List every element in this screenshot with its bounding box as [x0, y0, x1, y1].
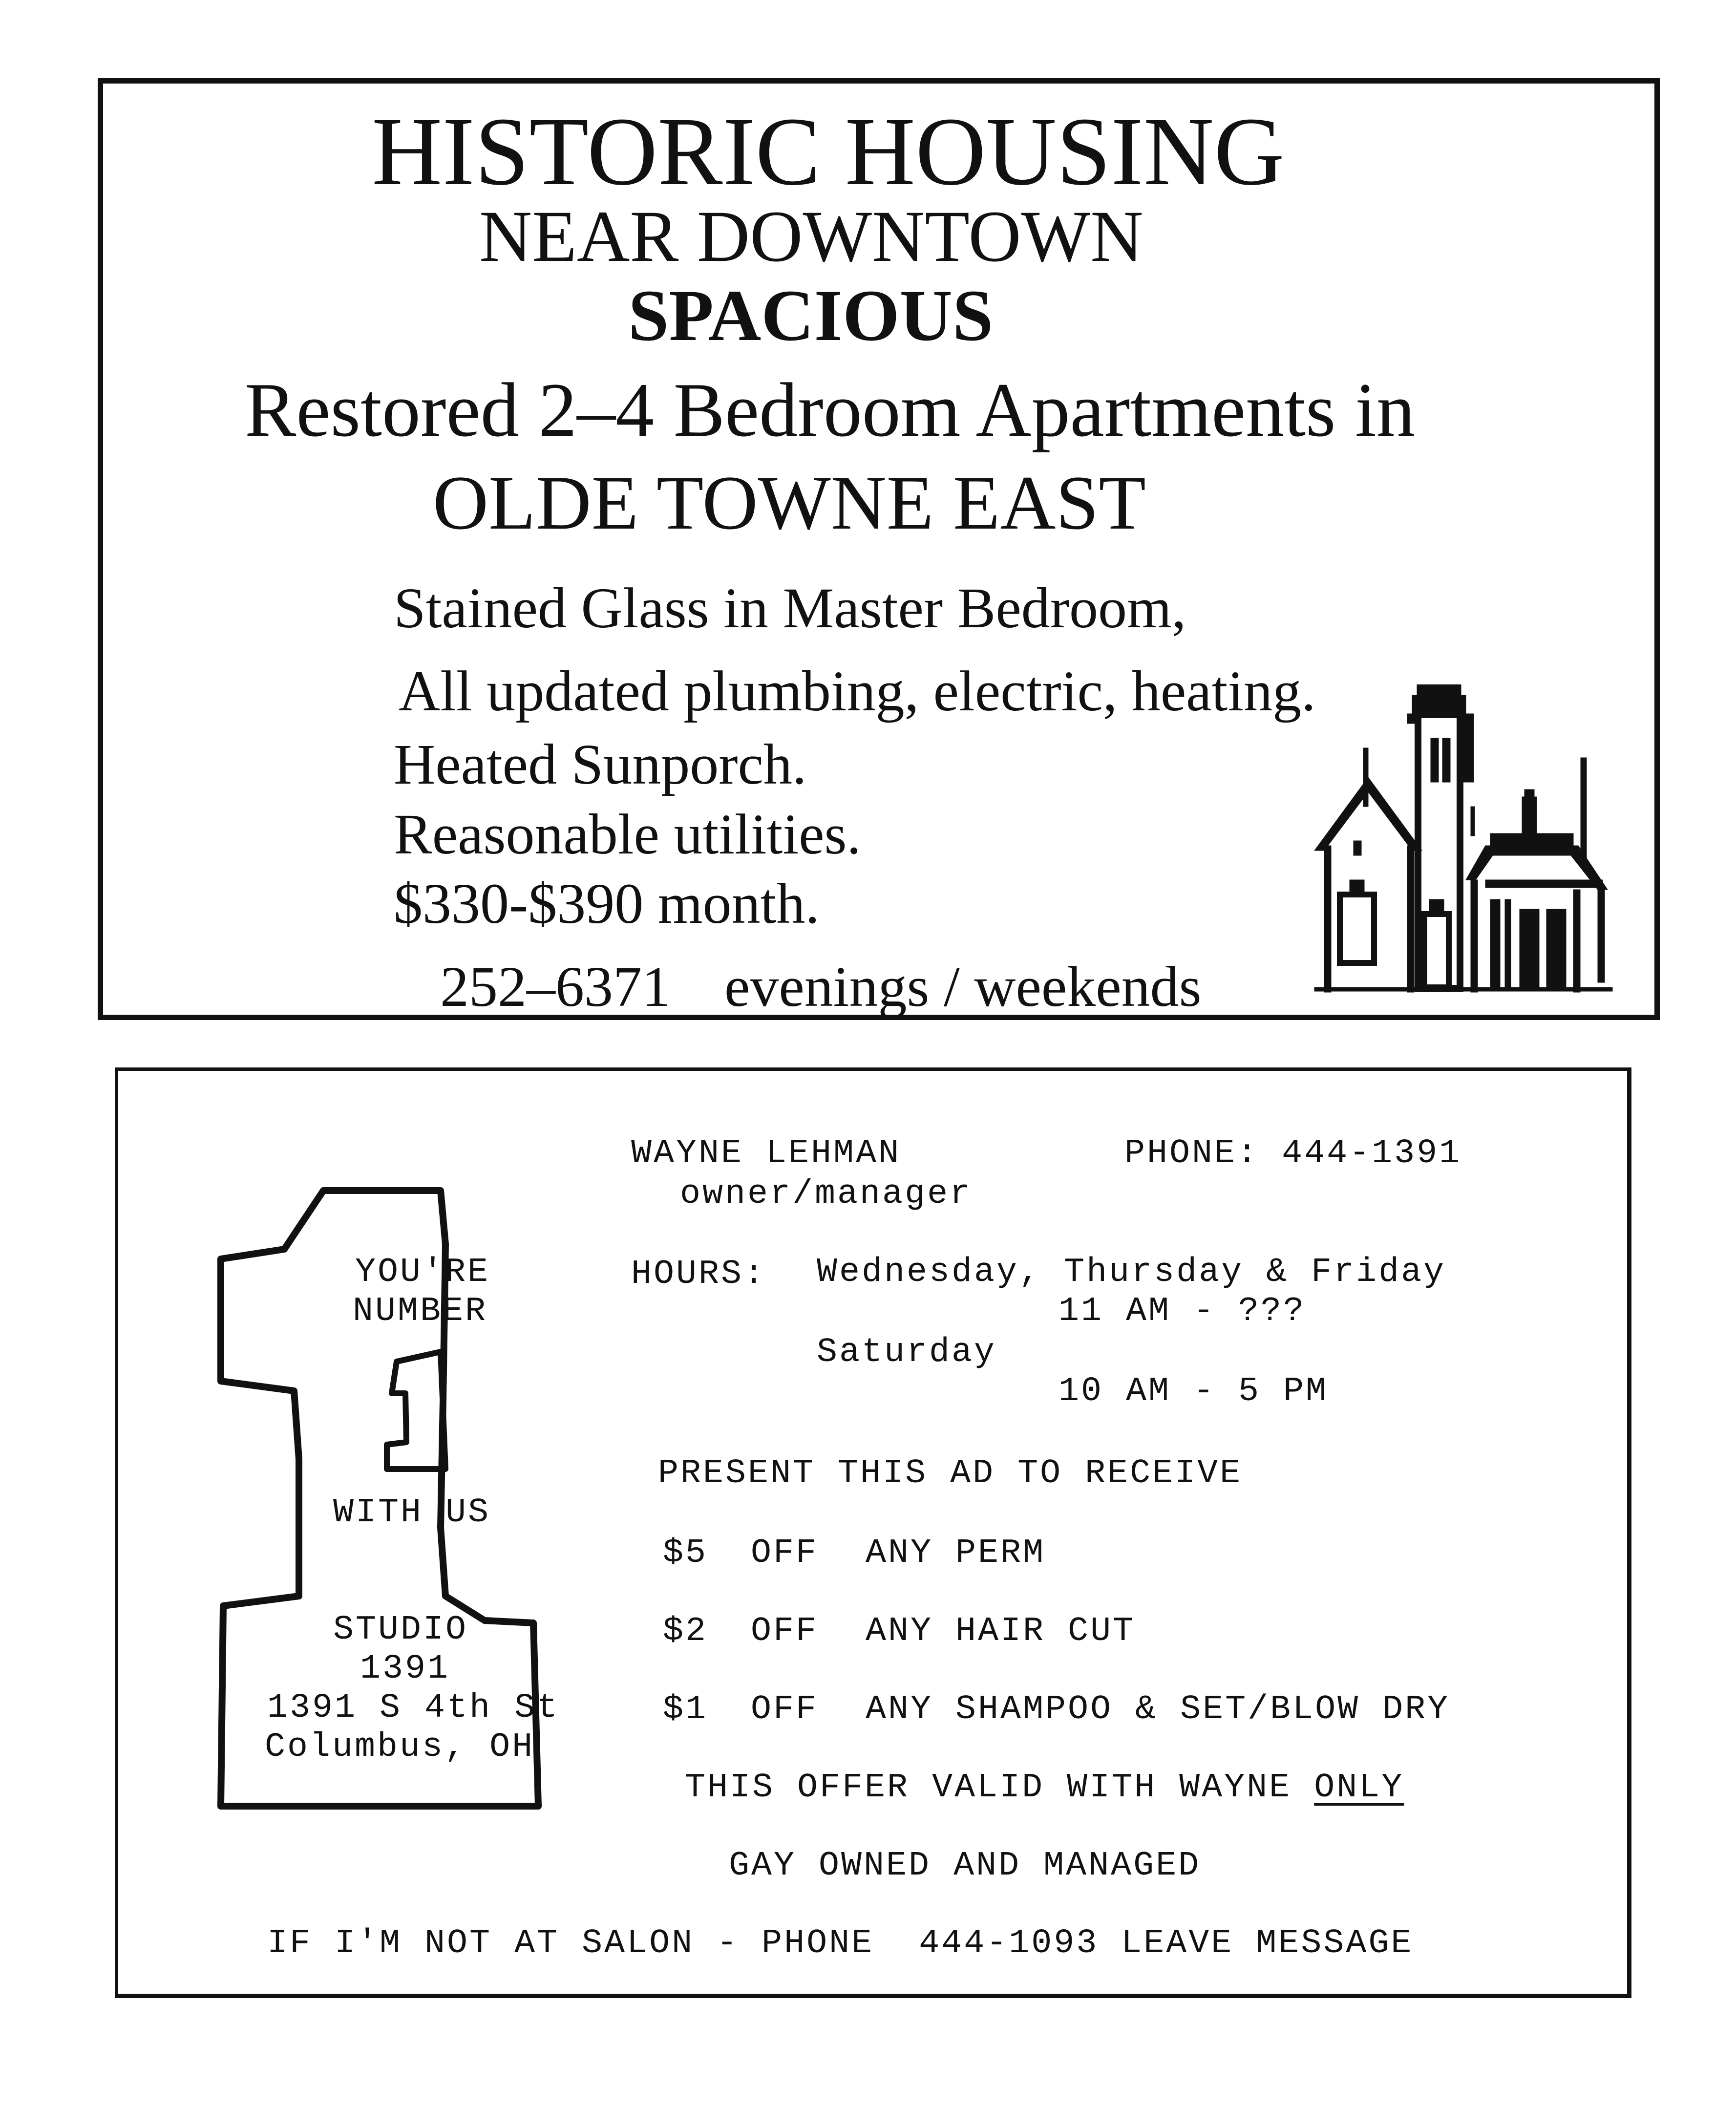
housing-feature: Reasonable utilities.: [394, 802, 861, 866]
offer-item: ANY PERM: [866, 1534, 1046, 1573]
housing-feature: All updated plumbing, electric, heating.: [399, 659, 1316, 723]
housing-phone: 252–6371: [440, 955, 671, 1019]
logo-line3: WITH US: [333, 1493, 491, 1532]
housing-ad: [98, 78, 1660, 1020]
logo-line1: YOU'RE: [355, 1253, 490, 1292]
footer-message: IF I'M NOT AT SALON - PHONE 444-1093 LEAVE MESSAGE: [267, 1924, 1414, 1963]
hours-time-weekday: 11 AM - ???: [1059, 1292, 1306, 1331]
salon-address-city: Columbus, OH: [265, 1728, 535, 1767]
offer-off: OFF: [751, 1534, 819, 1573]
validity-emphasis: ONLY: [1314, 1769, 1404, 1807]
owner-name: WAYNE LEHMAN: [631, 1134, 901, 1173]
hours-time-saturday: 10 AM - 5 PM: [1059, 1372, 1329, 1411]
housing-feature: Heated Sunporch.: [394, 732, 807, 796]
offer-intro: PRESENT THIS AD TO RECEIVE: [658, 1454, 1243, 1493]
hours-label: HOURS:: [631, 1255, 766, 1294]
salon-name: STUDIO: [333, 1611, 468, 1649]
housing-description-line1: Restored 2–4 Bedroom Apartments in: [245, 367, 1415, 453]
hours-days-weekday: Wednesday, Thursday & Friday: [817, 1253, 1446, 1292]
offer-amount: $5: [663, 1534, 708, 1573]
housing-rent: $330-$390 month.: [394, 872, 820, 936]
salon-address-street: 1391 S 4th St: [267, 1689, 560, 1727]
numeral-one-icon: [382, 1347, 460, 1479]
offer-off: OFF: [751, 1612, 819, 1651]
housing-description-line2: OLDE TOWNE EAST: [433, 460, 1146, 546]
salon-name-number: 1391: [360, 1650, 450, 1688]
ownership-note: GAY OWNED AND MANAGED: [729, 1847, 1201, 1885]
offer-off: OFF: [751, 1690, 819, 1729]
validity-text: THIS OFFER VALID WITH WAYNE: [685, 1769, 1292, 1807]
phone-label: PHONE:: [1124, 1134, 1260, 1173]
phone-line: [1124, 1134, 1462, 1173]
housing-tagline: SPACIOUS: [628, 275, 994, 356]
housing-contact: [440, 955, 1202, 1019]
hours-days-saturday: Saturday: [817, 1333, 997, 1372]
victorian-house-icon: [1305, 684, 1622, 997]
offer-item: ANY HAIR CUT: [866, 1612, 1136, 1651]
offer-amount: $2: [663, 1612, 708, 1651]
offer-amount: $1: [663, 1690, 708, 1729]
housing-subheadline: NEAR DOWNTOWN: [479, 196, 1143, 277]
housing-contact-times: evenings / weekends: [724, 955, 1202, 1019]
salon-ad: [115, 1067, 1631, 1998]
housing-headline: HISTORIC HOUSING: [372, 98, 1285, 206]
offer-item: ANY SHAMPOO & SET/BLOW DRY: [866, 1690, 1450, 1729]
housing-feature: Stained Glass in Master Bedroom,: [394, 576, 1186, 640]
offer-validity: [685, 1771, 1404, 1805]
salon-phone: 444-1391: [1282, 1134, 1462, 1173]
owner-title: owner/manager: [680, 1175, 973, 1214]
logo-line2: NUMBER: [353, 1292, 488, 1331]
